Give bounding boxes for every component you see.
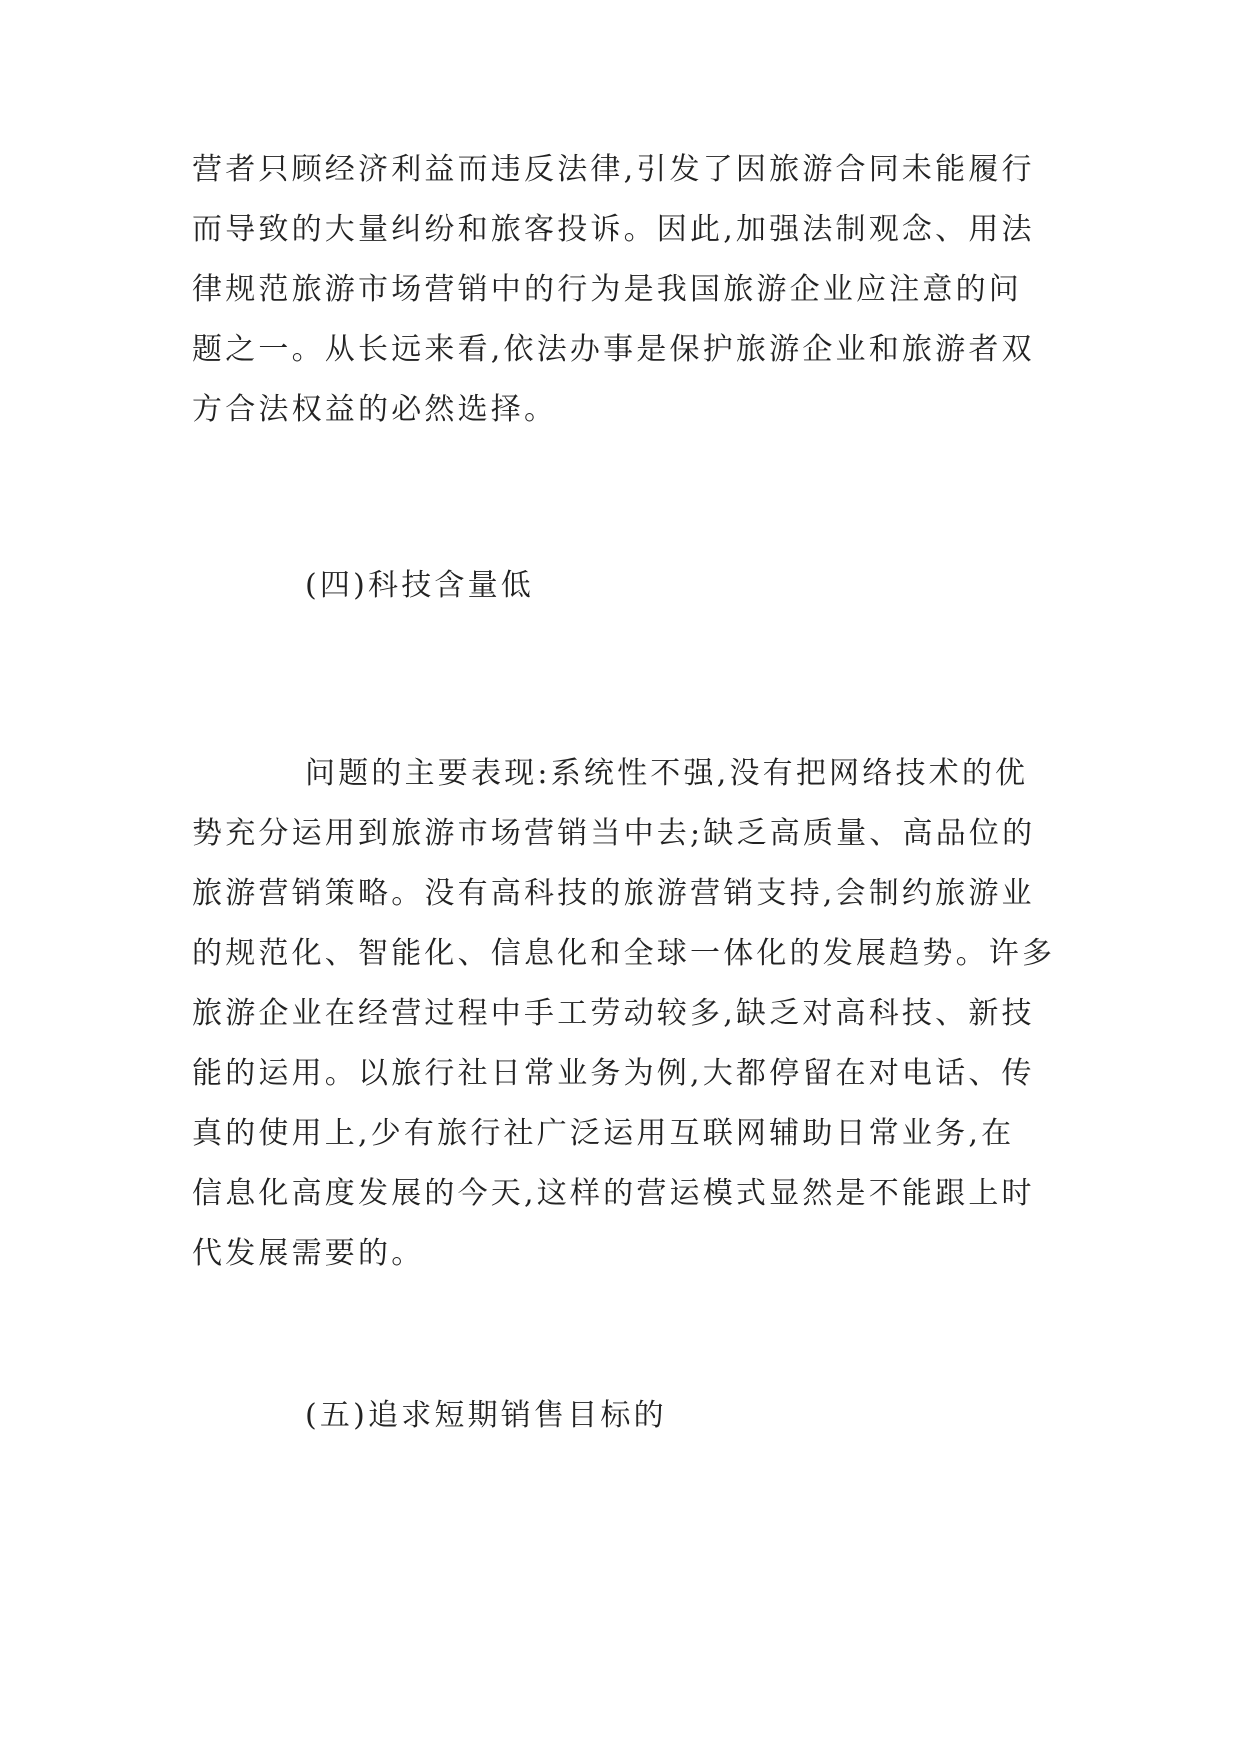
section-heading: (四)科技含量低	[305, 568, 535, 603]
text-line: 题之一。从长远来看,依法办事是保护旅游企业和旅游者双	[192, 332, 1035, 367]
paragraph-legal	[192, 140, 1052, 440]
paragraph-technology	[192, 744, 1056, 1284]
text-line: 代发展需要的。	[192, 1236, 425, 1271]
text-line: 势充分运用到旅游市场营销当中去;缺乏高质量、高品位的	[192, 816, 1036, 851]
text-line: 能的运用。以旅行社日常业务为例,大都停留在对电话、传	[192, 1056, 1035, 1091]
text-line: 律规范旅游市场营销中的行为是我国旅游企业应注意的问	[192, 272, 1022, 307]
text-line: 旅游营销策略。没有高科技的旅游营销支持,会制约旅游业	[192, 876, 1035, 911]
section-heading-4	[192, 556, 1052, 616]
text-line: 方合法权益的必然选择。	[192, 392, 558, 427]
text-line: 问题的主要表现:系统性不强,没有把网络技术的优	[305, 756, 1029, 791]
text-line: 旅游企业在经营过程中手工劳动较多,缺乏对高科技、新技	[192, 996, 1035, 1031]
section-heading-5	[192, 1386, 1052, 1446]
text-line: 的规范化、智能化、信息化和全球一体化的发展趋势。许多	[192, 936, 1056, 971]
text-line: 信息化高度发展的今天,这样的营运模式显然是不能跟上时	[192, 1176, 1035, 1211]
text-line: 营者只顾经济利益而违反法律,引发了因旅游合同未能履行	[192, 152, 1035, 187]
text-line: 而导致的大量纠纷和旅客投诉。因此,加强法制观念、用法	[192, 212, 1035, 247]
section-heading: (五)追求短期销售目标的	[305, 1398, 667, 1433]
text-line: 真的使用上,少有旅行社广泛运用互联网辅助日常业务,在	[192, 1116, 1015, 1151]
